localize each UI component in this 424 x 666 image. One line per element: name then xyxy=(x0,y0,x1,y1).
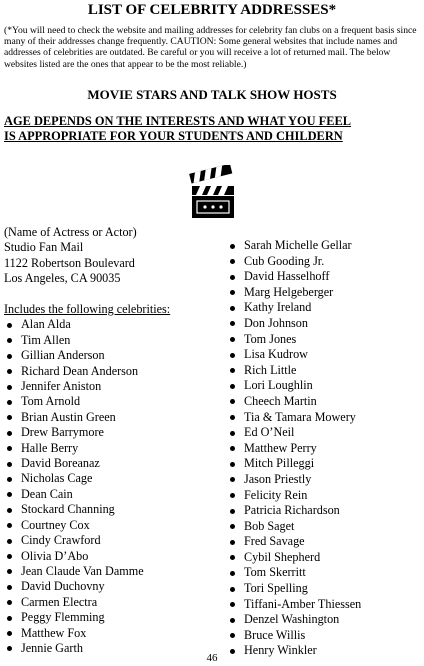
document-title: LIST OF CELEBRITY ADDRESSES* xyxy=(87,2,337,18)
list-item: Tom Skerritt xyxy=(227,565,422,581)
list-item: Rich Little xyxy=(227,363,422,379)
list-item: Brian Austin Green xyxy=(4,410,204,425)
list-item: Peggy Flemming xyxy=(4,610,204,625)
list-item: Jean Claude Van Damme xyxy=(4,564,204,579)
address-name-line: (Name of Actress or Actor) xyxy=(4,225,137,239)
list-item: Jennie Garth xyxy=(4,641,204,656)
list-item: Mitch Pilleggi xyxy=(227,456,422,472)
address-line-2: 1122 Robertson Boulevard xyxy=(4,255,135,270)
list-item: Marg Helgeberger xyxy=(227,285,422,301)
list-item: Nicholas Cage xyxy=(4,471,204,486)
list-item: Halle Berry xyxy=(4,441,204,456)
list-item: Alan Alda xyxy=(4,317,204,332)
list-item: Lori Loughlin xyxy=(227,378,422,394)
list-item: Tim Allen xyxy=(4,333,204,348)
list-item: David Boreanaz xyxy=(4,456,204,471)
list-item: Sarah Michelle Gellar xyxy=(227,238,422,254)
list-item: Felicity Rein xyxy=(227,488,422,504)
list-item: Jason Priestly xyxy=(227,472,422,488)
list-item: Cindy Crawford xyxy=(4,533,204,548)
list-item: Henry Winkler xyxy=(227,643,422,659)
list-item: Cub Gooding Jr. xyxy=(227,254,422,270)
list-item: Matthew Fox xyxy=(4,626,204,641)
list-item: Tia & Tamara Mowery xyxy=(227,410,422,426)
list-item: Tom Jones xyxy=(227,332,422,348)
page-number: 46 xyxy=(206,652,218,664)
list-item: Cybil Shepherd xyxy=(227,550,422,566)
list-item: Cheech Martin xyxy=(227,394,422,410)
list-item: Ed O’Neil xyxy=(227,425,422,441)
list-item: Bruce Willis xyxy=(227,628,422,644)
list-item: Dean Cain xyxy=(4,487,204,502)
list-item: Patricia Richardson xyxy=(227,503,422,519)
list-item: Fred Savage xyxy=(227,534,422,550)
intro-note: (*You will need to check the website and mailing addresses for celebrity fan clubs on a frequent basis since many of their addresses change frequently. CAUTION: Some general websites that include names and addresses of celebrities are outdated. Be careful or you will receive a lot of returned mail. The below websites listed are the ones that appear to be the most reliable.) xyxy=(4,25,417,70)
left-column xyxy=(4,225,204,656)
list-item: Jennifer Aniston xyxy=(4,379,204,394)
address-line-3: Los Angeles, CA 90035 xyxy=(4,271,121,286)
list-item: David Duchovny xyxy=(4,579,204,594)
list-item: Richard Dean Anderson xyxy=(4,364,204,379)
celebrity-list-left xyxy=(4,317,204,656)
list-item: David Hasselhoff xyxy=(227,269,422,285)
section-heading: MOVIE STARS AND TALK SHOW HOSTS xyxy=(87,87,337,102)
age-note: AGE DEPENDS ON THE INTERESTS AND WHAT YOU FEEL IS APPROPRIATE FOR YOUR STUDENTS AND CHILDERN xyxy=(4,114,352,143)
includes-label: Includes the following celebrities: xyxy=(4,302,171,317)
list-item: Bob Saget xyxy=(227,519,422,535)
clapperboard-icon xyxy=(188,165,238,219)
list-item: Olivia D’Abo xyxy=(4,549,204,564)
right-column xyxy=(227,238,422,659)
list-item: Stockard Channing xyxy=(4,502,204,517)
list-item: Don Johnson xyxy=(227,316,422,332)
list-item: Drew Barrymore xyxy=(4,425,204,440)
list-item: Tori Spelling xyxy=(227,581,422,597)
list-item: Matthew Perry xyxy=(227,441,422,457)
celebrity-list-right xyxy=(227,238,422,659)
list-item: Gillian Anderson xyxy=(4,348,204,363)
list-item: Tom Arnold xyxy=(4,394,204,409)
list-item: Lisa Kudrow xyxy=(227,347,422,363)
list-item: Denzel Washington xyxy=(227,612,422,628)
list-item: Carmen Electra xyxy=(4,595,204,610)
list-item: Tiffani-Amber Thiessen xyxy=(227,597,422,613)
list-item: Courtney Cox xyxy=(4,518,204,533)
address-line-1: Studio Fan Mail xyxy=(4,240,84,255)
list-item: Kathy Ireland xyxy=(227,300,422,316)
